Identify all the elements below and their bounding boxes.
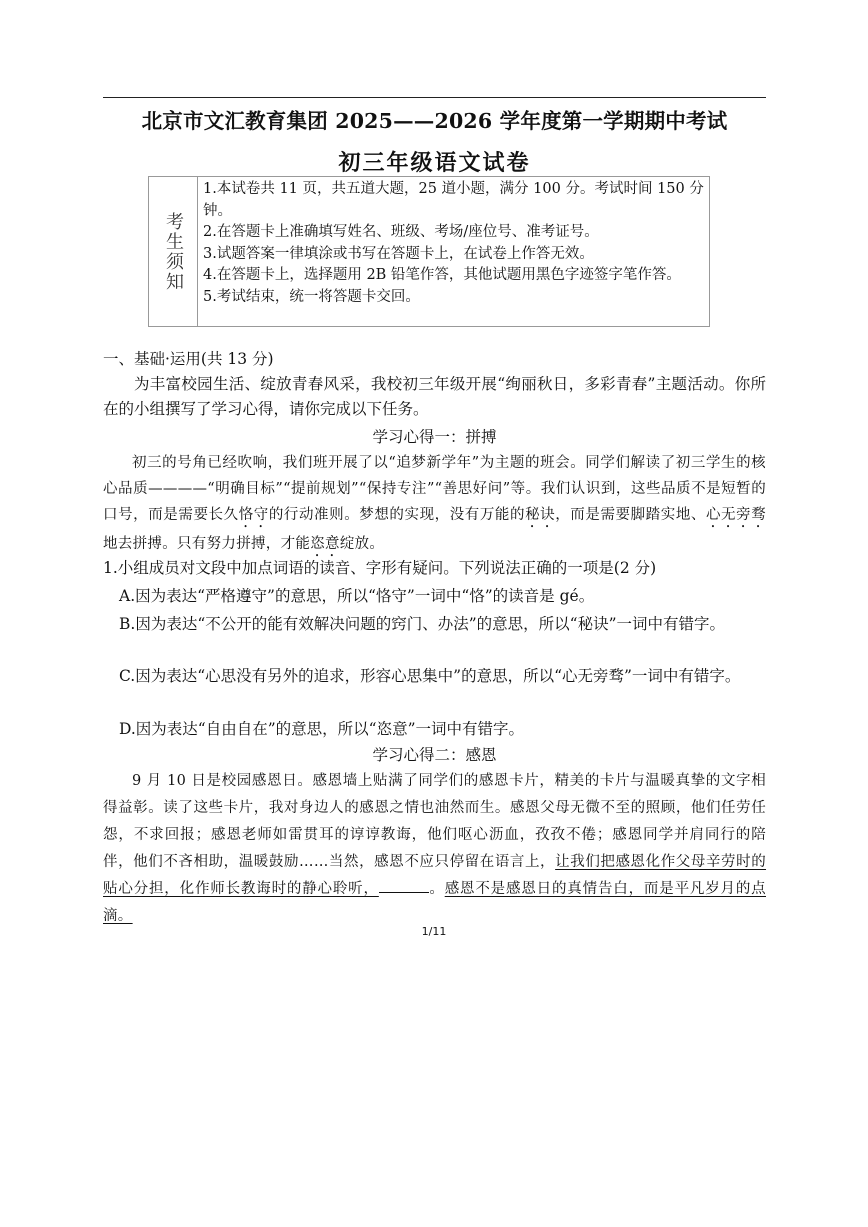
note2-title: 学习心得二：感恩 [372, 746, 497, 764]
notice-item: 3.试题答案一律填涂或书写在答题卡上，在试卷上作答无效。 [203, 245, 594, 262]
dotted-word: 恣意 [310, 536, 340, 552]
underlined-sentence: 让我们把感恩化作父母辛劳时的贴心分担，化作师长教诲时的静心聆听， [103, 854, 767, 897]
passage-text: ，而是需要脚踏实地、 [555, 507, 706, 523]
notice-items [203, 179, 707, 308]
notice-label-cell [149, 177, 198, 326]
passage-text: 绽放。 [339, 536, 385, 552]
question-1-option-b: B.因为表达“不公开的能有效解决问题的窍门、办法”的意思，所以“秘诀”一词中有错字。 [119, 615, 726, 633]
note1-title: 学习心得一：拼搏 [372, 428, 497, 446]
dotted-word: 秘诀 [525, 507, 556, 523]
candidate-notice-box [148, 176, 710, 327]
notice-item: 4.在答题卡上，选择题用 2B 铅笔作答，其他试题用黑色字迹签字笔作答。 [203, 267, 681, 283]
passage-text: 。 [428, 881, 445, 897]
fill-in-blank[interactable] [379, 878, 429, 893]
notice-item: 1.本试卷共 11 页，共五道大题，25 道小题，满分 100 分。考试时间 150 分钟。 [203, 181, 704, 219]
question-1-option-d: D.因为表达“自由自在”的意思，所以“恣意”一词中有错字。 [119, 720, 524, 738]
question-1-stem: 1.小组成员对文段中加点词语的读音、字形有疑问。下列说法正确的一项是(2 分) [103, 559, 657, 577]
question-1-option-c: C.因为表达“心思没有另外的追求，形容心思集中”的意思，所以“心无旁骛”一词中有错字。 [119, 667, 741, 685]
top-divider [103, 97, 766, 98]
page-number: 1/11 [421, 925, 447, 938]
section-heading: 一、基础·运用(共 13 分) [103, 350, 274, 368]
notice-label: 考生须知 [163, 211, 184, 292]
notice-item: 2.在答题卡上准确填写姓名、班级、考场/座位号、准考证号。 [203, 224, 599, 240]
section-intro: 为丰富校园生活、绽放青春风采，我校初三年级开展“绚丽秋日，多彩青春”主题活动。你所在的小组撰写了学习心得，请你完成以下任务。 [103, 375, 766, 418]
question-1-option-a: A.因为表达“严格遵守”的意思，所以“恪守”一词中“恪”的读音是 gé。 [119, 587, 595, 605]
passage-text: 9 月 10 日是校园感恩日。感恩墙上贴满了同学们的感恩卡片，精美的卡片与温暖真挚的文字相得益彰。读了这些卡片，我对身边人的感恩之情也油然而生。感恩父母无微不至的照顾，他们任劳任怨，不求回报；感恩老师如雷贯耳的谆谆教诲，他们呕心沥血，孜孜不倦；感恩同学并肩同行的陪伴，他们不吝相助，温暖鼓励……当然，感恩不应只停留在语言上， [103, 773, 766, 870]
note2-passage [103, 768, 766, 930]
exam-subtitle: 初三年级语文试卷 [338, 150, 531, 176]
dotted-word: 心无旁骛 [705, 507, 767, 523]
notice-item: 5.考试结束，统一将答题卡交回。 [203, 288, 420, 305]
note1-passage [103, 450, 766, 560]
exam-title: 北京市文汇教育集团 2025——2026 学年度第一学期期中考试 [141, 109, 728, 133]
passage-text: 地去拼搏。只有努力拼搏，才能 [103, 536, 311, 552]
passage-text: 初三的号角已经吹响，我们班开展了以“追梦新学年”为主题的班会。同学们解读了初三学生的核心品质————“明确目标”“提前规划”“保持专注”“善思好问”等。我们认识到，这些品质不是短暂的口号，而是需要长久 [103, 455, 766, 523]
dotted-word: 恪守 [238, 507, 269, 523]
underlined-sentence: 感恩不是感恩日的真情告白，而是平凡岁月的点滴。 [103, 881, 766, 924]
passage-text: 的行动准则。梦想的实现，没有万能的 [268, 507, 526, 523]
